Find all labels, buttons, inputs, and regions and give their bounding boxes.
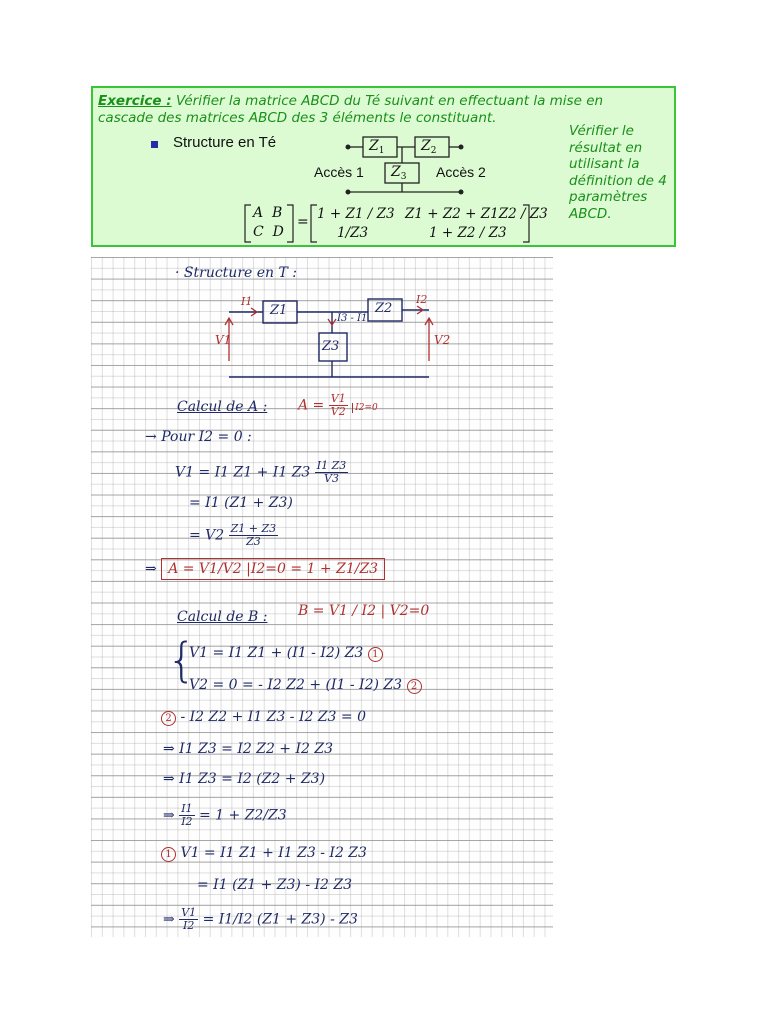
b-line-6: ⇒ $\frac{I1}{I2}$ = 1 + Z2/Z3 — [163, 802, 287, 828]
notebook-page — [91, 257, 553, 937]
matrix-d: 1 + Z2 / Z3 — [429, 225, 507, 241]
hw-z1: Z1 — [270, 303, 288, 318]
current-i1: I1 — [241, 295, 253, 308]
current-i3: I3 - I1 — [337, 313, 368, 324]
calc-a-definition: A = $\frac{V1}{V2}$ I2=0 — [298, 392, 378, 418]
b-line-9: ⇒ $\frac{V1}{I2}$ = I1/I2 (Z1 + Z3) - Z3 — [163, 906, 358, 932]
exercise-side-note: Vérifier le résultat en utilisant la définition de 4 paramètres ABCD. — [569, 123, 667, 222]
calc-b-definition: B = V1 / I2 | V2=0 — [298, 603, 430, 619]
b-line-8: = I1 (Z1 + Z3) - I2 Z3 — [197, 877, 353, 893]
b-equation-2: V2 = 0 = - I2 Z2 + (I1 - I2) Z3 2 — [189, 677, 422, 694]
b-line-7: 1 V1 = I1 Z1 + I1 Z3 - I2 Z3 — [161, 845, 367, 862]
matrix-c: 1/Z3 — [337, 225, 369, 241]
port-2-label: Accès 2 — [436, 164, 486, 180]
exercise-box — [91, 86, 676, 247]
exercise-line-2: cascade des matrices ABCD des 3 éléments le constituant. — [98, 110, 497, 126]
z1-label: $Z_1$ — [369, 138, 385, 156]
matrix-a: 1 + Z1 / Z3 — [317, 206, 395, 222]
matrix-brackets — [93, 88, 678, 249]
structure-label: Structure en Té — [173, 134, 277, 151]
hw-z2: Z2 — [375, 301, 393, 316]
z2-label: $Z_2$ — [421, 138, 437, 156]
condition-i2-zero: → Pour I2 = 0 : — [145, 429, 252, 445]
a-result: ⇒ A = V1/V2 |I2=0 = 1 + Z1/Z3 — [145, 561, 385, 577]
calc-b-title: Calcul de B : — [177, 609, 268, 625]
voltage-v2: V2 — [434, 333, 451, 347]
b-equation-1: V1 = I1 Z1 + (I1 - I2) Z3 1 — [189, 645, 383, 662]
system-brace: { — [167, 633, 197, 687]
a-line-3: = V2 $\frac{Z1 + Z3}{Z3}$ — [189, 522, 277, 548]
matrix-b: Z1 + Z2 + Z1Z2 / Z3 — [405, 206, 548, 222]
current-i2: I2 — [416, 293, 428, 306]
b-line-5: ⇒ I1 Z3 = I2 (Z2 + Z3) — [163, 771, 326, 787]
hw-z3: Z3 — [322, 339, 340, 354]
b-line-3: 2 - I2 Z2 + I1 Z3 - I2 Z3 = 0 — [161, 709, 366, 726]
a-line-1: V1 = I1 Z1 + I1 Z3 $\frac{I1 Z3}{V3}$ — [175, 459, 347, 485]
matrix-lhs: A B C D — [253, 205, 284, 240]
exercise-label: Exercice : — [98, 93, 172, 109]
matrix-equals: = — [297, 214, 309, 230]
voltage-v1: V1 — [215, 333, 232, 347]
z3-label: $Z_3$ — [391, 164, 407, 182]
calc-a-title: Calcul de A : — [177, 399, 268, 415]
exercise-text-1: Vérifier la matrice ABCD du Té suivant en effectuant la mise en — [175, 93, 604, 109]
handwritten-tee-circuit — [91, 257, 553, 397]
b-line-4: ⇒ I1 Z3 = I2 Z2 + I2 Z3 — [163, 741, 334, 757]
a-line-2: = I1 (Z1 + Z3) — [189, 495, 293, 511]
notes-heading: · Structure en T : — [175, 265, 297, 281]
port-1-label: Accès 1 — [314, 164, 364, 180]
